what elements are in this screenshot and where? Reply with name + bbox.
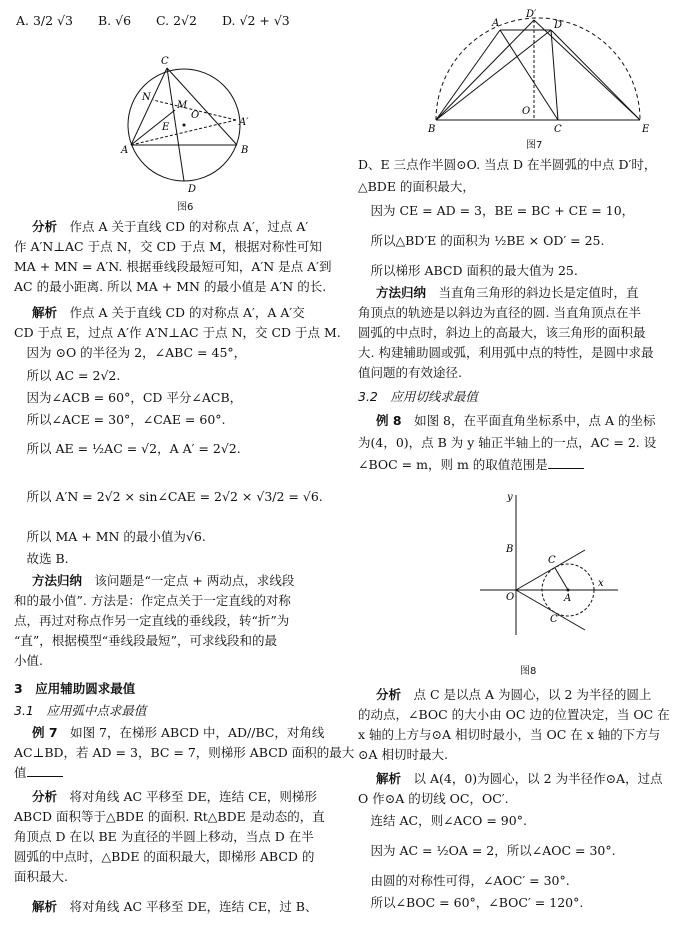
fig8-label-x: x bbox=[598, 578, 604, 589]
fig7-label-a: A bbox=[492, 18, 500, 29]
fig8-label-c-prime: C′ bbox=[550, 614, 560, 625]
fig7-label-d: D bbox=[554, 20, 563, 31]
section-3-2-heading: 3.2 应用切线求最值 bbox=[358, 389, 478, 404]
fig8-label-y: y bbox=[507, 492, 513, 503]
fig8-label-a: A bbox=[564, 593, 572, 604]
figure-7-caption: 图7 bbox=[526, 140, 543, 151]
answer-blank-7 bbox=[27, 764, 63, 777]
section-3-1-heading: 3.1 应用弧中点求最值 bbox=[14, 703, 147, 718]
fig6-label-n: N bbox=[142, 92, 151, 103]
fig8-label-c: C bbox=[548, 555, 556, 566]
figure-7 bbox=[418, 8, 658, 135]
answer-blank-8 bbox=[548, 456, 584, 469]
fig7-label-b: B bbox=[428, 124, 436, 135]
fig8-label-b: B bbox=[506, 544, 514, 555]
figure-8-caption: 图8 bbox=[520, 666, 537, 677]
fig7-label-e: E bbox=[642, 124, 650, 135]
fig7-label-o: O bbox=[522, 106, 531, 117]
fig6-label-c: C bbox=[161, 56, 169, 67]
fig6-label-a: A bbox=[121, 145, 129, 156]
figure-8 bbox=[470, 490, 620, 640]
fig7-label-c: C bbox=[554, 124, 562, 135]
section-3-heading: 3 应用辅助圆求最值 bbox=[14, 681, 136, 696]
fig6-label-o: O bbox=[191, 110, 200, 121]
answer-options: A. 3/2 √3 B. √6 C. 2√2 D. √2 + √3 bbox=[16, 13, 290, 28]
fig8-label-o: O bbox=[506, 592, 515, 603]
fig7-label-d-prime: D′ bbox=[526, 9, 537, 20]
solution-7-start: 解析 将对角线 AC 平移至 DE，连结 CE，过 B、 bbox=[32, 899, 318, 914]
fig6-label-a-prime: A′ bbox=[239, 117, 249, 128]
fig6-label-d: D bbox=[188, 184, 197, 195]
fig6-label-b: B bbox=[241, 145, 249, 156]
fig6-label-e: E bbox=[162, 122, 170, 133]
figure-6-caption: 图6 bbox=[177, 202, 194, 213]
figure-6 bbox=[109, 50, 259, 200]
fig6-label-m: M bbox=[177, 100, 188, 111]
